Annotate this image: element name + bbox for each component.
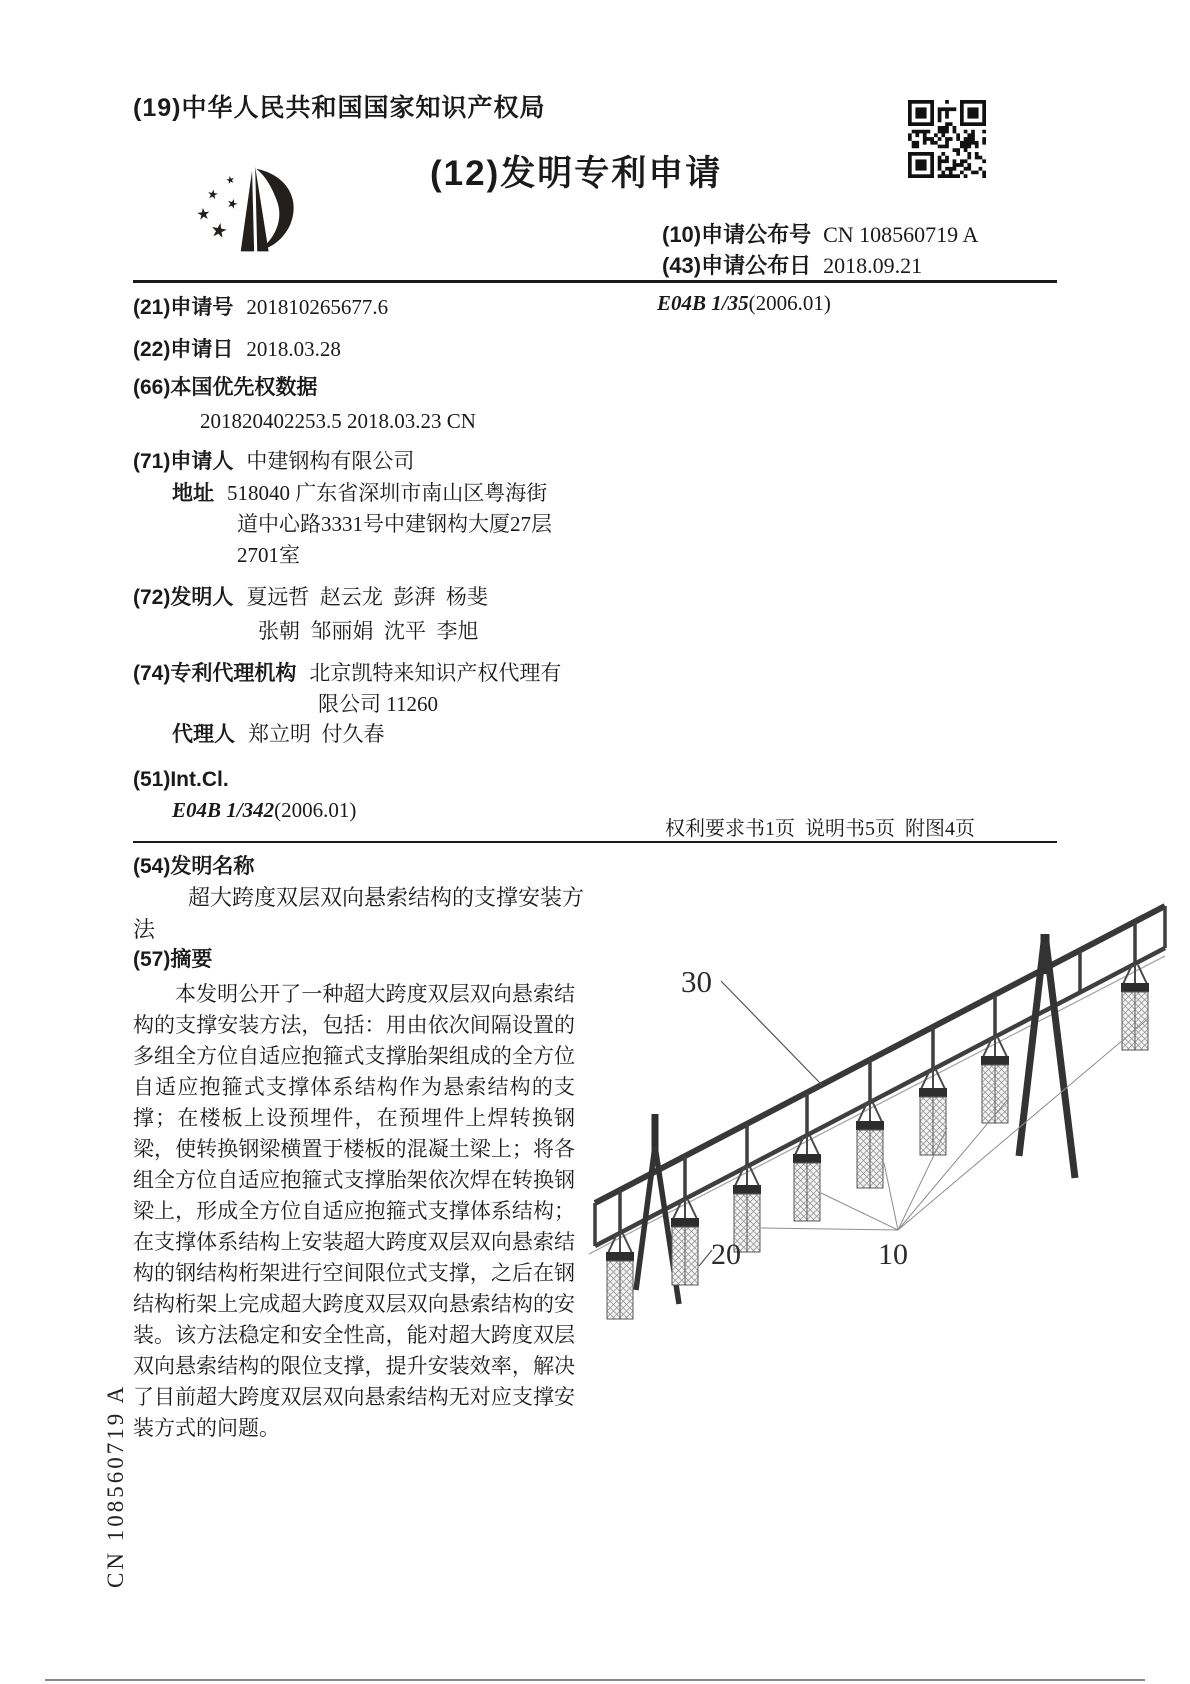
agency-label: (74)专利代理机构: [133, 662, 297, 685]
address-line1: 518040 广东省深圳市南山区粤海街: [227, 481, 548, 505]
inventors-label: (72)发明人: [133, 586, 234, 609]
address-line3: 2701室: [237, 543, 300, 567]
star-icon: [197, 207, 210, 220]
side-publication-code: CN 108560719 A: [103, 1383, 128, 1588]
support-tower: [856, 1102, 884, 1188]
pub-date-value: 2018.09.21: [823, 253, 923, 278]
agent-value: 郑立明 付久春: [248, 722, 385, 746]
support-tower: [606, 1233, 634, 1319]
figure-label-30: 30: [681, 964, 712, 999]
application-date-row: [133, 336, 341, 363]
intcl-main-row: [172, 797, 356, 824]
qr-code-graphic: [908, 100, 986, 178]
pub-date-label: (43)申请公布日: [662, 253, 812, 278]
star-icon: [226, 197, 238, 209]
abstract-text: 本发明公开了一种超大跨度双层双向悬索结构的支撑安装方法，包括：用由依次间隔设置的多组全方位自适应抱箍式支撑胎架组成的全方位自适应抱箍式支撑体系结构作为悬索结构的支撑；在楼板上设预埋件，在预埋件上焊转换钢梁，使转换钢梁横置于楼板的混凝土梁上；将各组全方位自适应抱箍式支撑胎架依次焊在转换钢梁上，形成全方位自适应抱箍式支撑体系结构；在支撑体系结构上安装超大跨度双层双向悬索结构的钢结构桁架进行空间限位式支撑，之后在钢结构桁架上完成超大跨度双层双向悬索结构的安装。该方法稳定和安全性高，能对超大跨度双层双向悬索结构的限位支撑，提升安装效率，解决了目前超大跨度双层双向悬索结构无对应支撑安装方式的问题。: [133, 982, 575, 1440]
page-bottom-edge: [45, 1679, 1145, 1681]
agent-row: [172, 721, 385, 748]
pub-date-line: [662, 253, 922, 279]
pages-info: 权利要求书1页 说明书5页 附图4页: [665, 818, 975, 840]
intcl-side-code: E04B 1/35: [657, 291, 749, 315]
agency-line2: 限公司 11260: [318, 692, 438, 716]
pub-number-line: [662, 222, 978, 248]
agency-line1: 北京凯特来知识产权代理有: [309, 661, 562, 685]
figure-label-10: 10: [878, 1238, 908, 1271]
inventors-row-2: [258, 618, 479, 645]
star-icon: [226, 175, 235, 184]
inventors-line1: 夏远哲 赵云龙 彭湃 杨斐: [246, 585, 488, 609]
right-aframe-leg: [1046, 942, 1075, 1178]
priority-value-row: [200, 408, 476, 435]
address-row-2: [237, 511, 552, 538]
office-name: (19)中华人民共和国国家知识产权局: [133, 94, 546, 122]
application-number-label: (21)申请号: [133, 296, 234, 319]
intcl-main-version: (2006.01): [274, 798, 357, 822]
pub-number-label: (10)申请公布号: [662, 222, 812, 247]
abstract-section-label: [133, 946, 212, 973]
inventors-row: [133, 584, 488, 611]
star-icon: [211, 222, 228, 239]
application-date-value: 2018.03.28: [246, 337, 341, 361]
agency-row: [133, 660, 561, 687]
header-divider: [133, 280, 1057, 283]
intcl-label: (51)Int.Cl.: [133, 768, 229, 791]
priority-label-row: [133, 374, 317, 401]
truss-vertical-posts: [595, 906, 1165, 1246]
agency-row-2: [318, 691, 438, 718]
figure-label-20: 20: [711, 1238, 741, 1271]
intcl-side-version: (2006.01): [748, 291, 831, 315]
address-label: 地址: [172, 482, 214, 505]
abstract-label-text: (57)摘要: [133, 948, 213, 971]
application-number-value: 201810265677.6: [246, 295, 389, 319]
inventors-line2: 张朝 邹丽娟 沈平 李旭: [258, 619, 479, 643]
support-tower: [671, 1199, 699, 1285]
support-tower: [793, 1135, 821, 1221]
address-row: [172, 480, 547, 507]
applicant-row: [133, 448, 414, 475]
intcl-main-code: E04B 1/342: [172, 798, 275, 822]
cnipa-logo-graphic: [188, 160, 312, 256]
title-section-label: [133, 853, 254, 880]
invention-title-line2: 法: [133, 917, 156, 942]
invention-title-line1: 超大跨度双层双向悬索结构的支撑安装方: [188, 885, 585, 910]
priority-value: 201820402253.5 2018.03.23 CN: [200, 409, 476, 433]
priority-label: (66)本国优先权数据: [133, 376, 318, 399]
star-icon: [207, 189, 218, 200]
title-label-text: (54)发明名称: [133, 855, 255, 878]
support-tower: [981, 1037, 1009, 1123]
cnipa-logo: [188, 160, 312, 261]
address-line2: 道中心路3331号中建钢构大厦27层: [237, 512, 552, 536]
figure-drawing: [575, 888, 1190, 1363]
pub-number-value: CN 108560719 A: [823, 222, 979, 247]
application-number-row: [133, 294, 388, 321]
doc-type-title: (12)发明专利申请: [430, 154, 723, 193]
figure-svg: [575, 888, 1190, 1358]
support-tower: [919, 1069, 947, 1155]
logo-left-pillar: [241, 171, 254, 252]
leader-line-30: [721, 981, 822, 1085]
agent-label: 代理人: [172, 723, 235, 746]
cable-line: [589, 956, 1165, 1254]
intcl-label-row: [133, 766, 229, 793]
application-date-label: (22)申请日: [133, 338, 234, 361]
biblio-divider: [133, 841, 1057, 843]
address-row-3: [237, 542, 300, 569]
intcl-side-row: [657, 290, 831, 317]
qr-code: [908, 100, 986, 183]
applicant-value: 中建钢构有限公司: [246, 449, 415, 473]
applicant-label: (71)申请人: [133, 450, 234, 473]
